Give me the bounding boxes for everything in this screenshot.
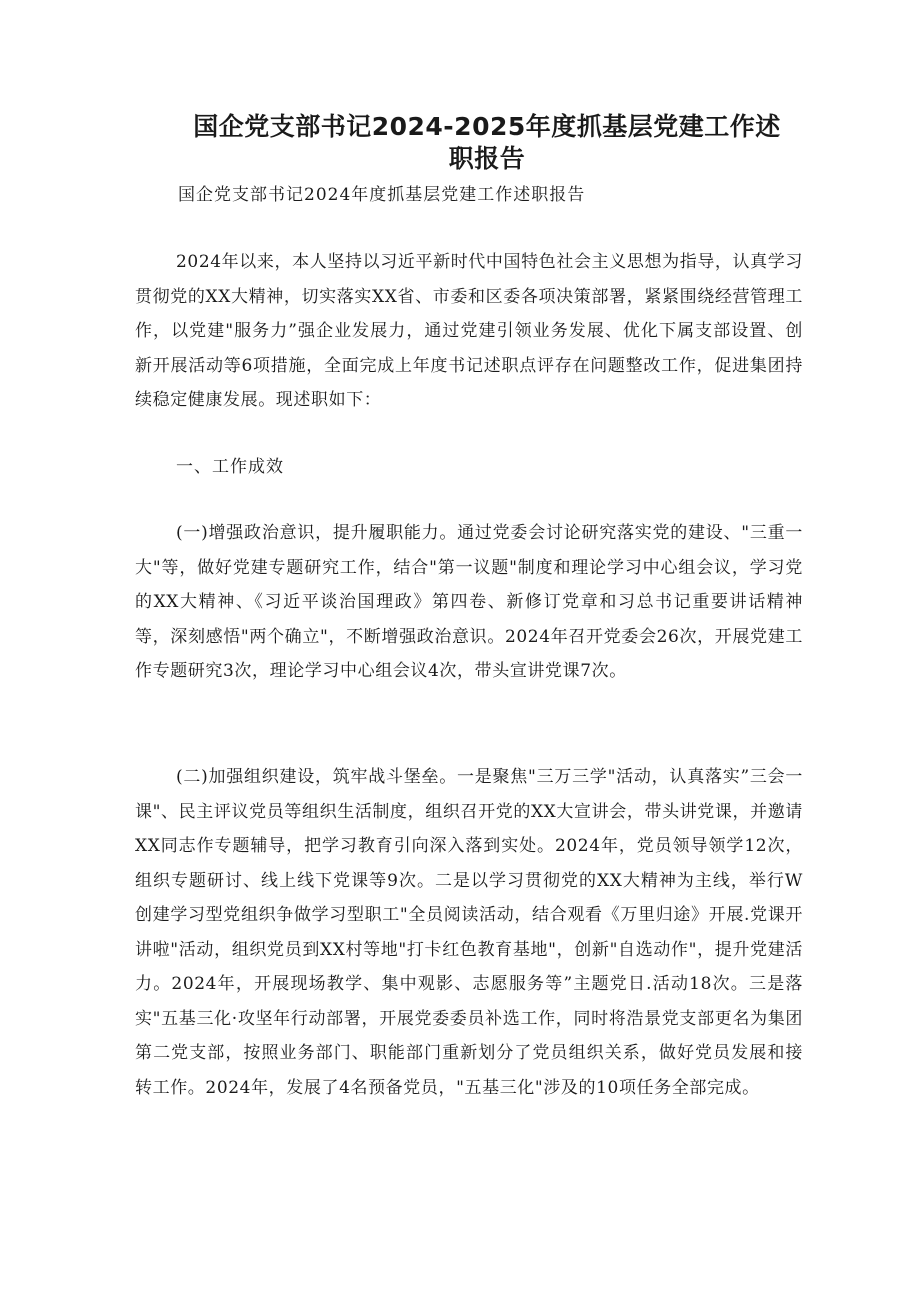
document-subtitle: 国企党支部书记2024年度抓基层党建工作述职报告: [178, 185, 586, 205]
intro-paragraph: 2024年以来，本人坚持以习近平新时代中国特色社会主义思想为指导，认真学习贯彻党的XX大精神，切实落实XX省、市委和区委各项决策部署，紧紧围绕经营管理工作，以党建"服务力”强企业发展力，通过党建引领业务发展、优化下属支部设置、创新开展活动等6项措施，全面完成上年度书记述职点评存在问题整改工作，促进集团持续稳定健康发展。现述职如下：: [135, 252, 803, 410]
subsection-organization-building: (二)加强组织建设，筑牢战斗堡垒。一是聚焦"三万三学"活动，认真落实”三会一课"、民主评议党员等组织生活制度，组织召开党的XX大宣讲会，带头讲党课，并邀请XX同志作专题辅导，把学习教育引向深入落到实处。2024年，党员领导领学12次，组织专题研讨、线上线下党课等9次。二是以学习贯彻党的XX大精神为主线，举行W创建学习型党组织争做学习型职工"全员阅读活动，结合观看《万里归途》开展.党课开讲啦"活动，组织党员到XX村等地"打卡红色教育基地"，创新"自选动作"，提升党建活力。2024年，开展现场教学、集中观影、志愿服务等”主题党日.活动18次。三是落实"五基三化·攻坚年行动部署，开展党委委员补选工作，同时将浩景党支部更名为集团第二党支部，按照业务部门、职能部门重新划分了党员组织关系，做好党员发展和接转工作。2024年，发展了4名预备党员，"五基三化"涉及的10项任务全部完成。: [135, 767, 803, 1098]
subsection-political-awareness: (一)增强政治意识，提升履职能力。通过党委会讨论研究落实党的建设、"三重一大"等，做好党建专题研究工作，结合"第一议题"制度和理论学习中心组会议，学习党的XX大精神、《习近平谈治国理政》第四卷、新修订党章和习总书记重要讲话精神等，深刻感悟"两个确立"，不断增强政治意识。2024年召开党委会26次，开展党建工作专题研究3次，理论学习中心组会议4次，带头宣讲党课7次。: [135, 523, 803, 681]
document-title: 国企党支部书记2024-2025年度抓基层党建工作述职报告: [193, 112, 781, 173]
section-heading-work-results: 一、工作成效: [176, 457, 284, 477]
